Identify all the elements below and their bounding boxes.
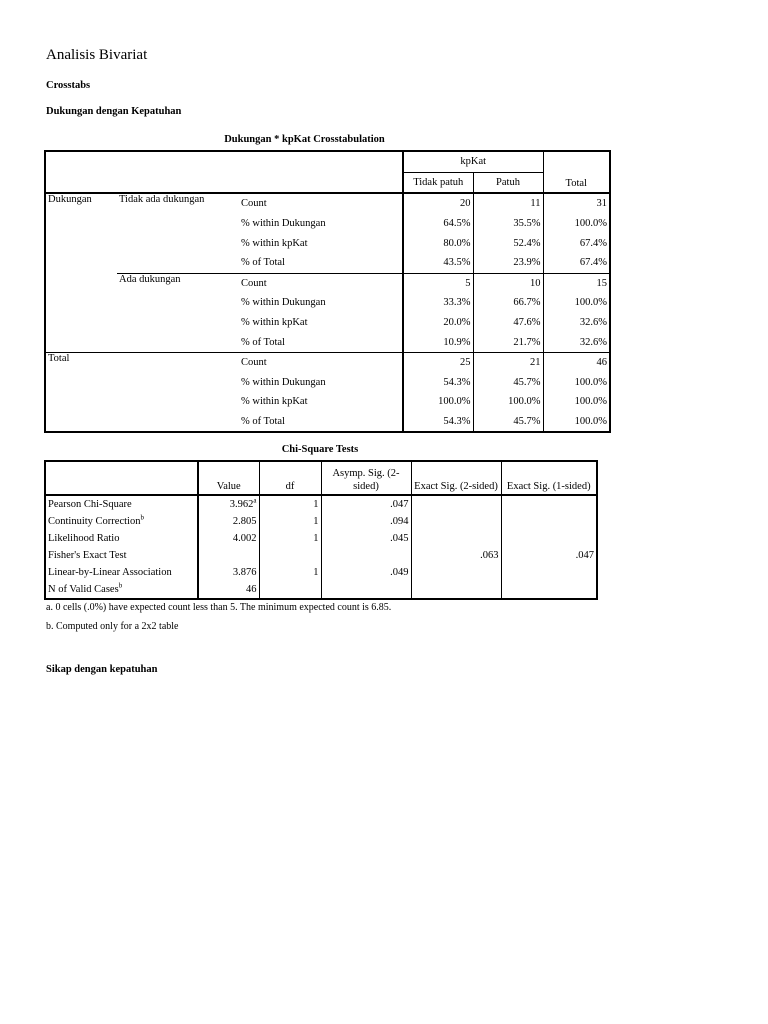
exact-sig-2-cell: [411, 495, 501, 513]
value-cell: 80.0%: [403, 233, 473, 253]
value-cell: 47.6%: [473, 313, 543, 333]
value-cell: 46: [543, 352, 610, 372]
crosstab-row: [45, 352, 610, 372]
total-col-header: Total: [543, 151, 610, 193]
chisq-row: [45, 581, 597, 599]
value-cell: 20: [403, 193, 473, 214]
df-cell: 1: [259, 530, 321, 547]
value-text: 46: [246, 584, 257, 595]
chisq-title: Chi-Square Tests: [281, 444, 359, 455]
value-cell: 21.7%: [473, 332, 543, 352]
chisq-row: [45, 513, 597, 530]
test-label: [45, 530, 198, 547]
exact-sig-2-cell: [411, 564, 501, 581]
value-cell: 32.6%: [543, 332, 610, 352]
chisq-header-df: df: [259, 461, 321, 495]
value-cell: 32.6%: [543, 313, 610, 333]
value-cell: 21: [473, 352, 543, 372]
chisq-header-asymp: Asymp. Sig. (2-sided): [321, 461, 411, 495]
value-cell: [198, 495, 259, 513]
asymp-sig-cell: .094: [321, 513, 411, 530]
asymp-sig-cell: [321, 547, 411, 564]
group-label: [117, 352, 239, 432]
exact-sig-1-cell: .047: [501, 547, 597, 564]
test-name: Fisher's Exact Test: [48, 550, 127, 561]
exact-sig-1-cell: [501, 495, 597, 513]
value-text: 3.962: [229, 499, 254, 510]
chisq-row: [45, 547, 597, 564]
value-cell: 33.3%: [403, 293, 473, 313]
crosstab-title: Dukungan * kpKat Crosstabulation: [224, 134, 385, 145]
test-name: Continuity Correction: [48, 516, 141, 527]
asymp-sig-cell: .049: [321, 564, 411, 581]
chisq-corner: [45, 461, 198, 495]
group-label: Ada dukungan: [117, 273, 239, 352]
value-cell: 100.0%: [473, 392, 543, 412]
value-cell: [198, 581, 259, 599]
df-cell: [259, 547, 321, 564]
test-label: [45, 581, 198, 599]
exact-sig-2-cell: [411, 530, 501, 547]
value-text: 3.876: [232, 567, 257, 578]
stat-label: % of Total: [241, 416, 285, 428]
value-cell: 45.7%: [473, 412, 543, 433]
test-label: [45, 564, 198, 581]
value-cell: 54.3%: [403, 373, 473, 393]
value-cell: 100.0%: [543, 293, 610, 313]
df-cell: 1: [259, 564, 321, 581]
value-cell: 10.9%: [403, 332, 473, 352]
crosstabs-heading: Crosstabs: [46, 80, 91, 91]
stat-label: % within kpKat: [241, 317, 308, 329]
df-cell: 1: [259, 495, 321, 513]
exact-sig-1-cell: [501, 564, 597, 581]
footnote-marker: b: [140, 513, 144, 522]
value-cell: 67.4%: [543, 233, 610, 253]
test-label: [45, 547, 198, 564]
chisq-table: [44, 460, 598, 600]
asymp-sig-cell: [321, 581, 411, 599]
value-cell: 100.0%: [543, 373, 610, 393]
test-label: [45, 495, 198, 513]
footnote-a: a. 0 cells (.0%) have expected count less than 5. The minimum expected count is 6.85.: [46, 602, 392, 613]
crosstab-corner: [45, 151, 403, 193]
value-cell: 43.5%: [403, 253, 473, 273]
value-cell: 45.7%: [473, 373, 543, 393]
stat-label: % within kpKat: [241, 396, 308, 408]
exact-sig-1-cell: [501, 530, 597, 547]
value-cell: 52.4%: [473, 233, 543, 253]
chisq-row: [45, 530, 597, 547]
value-cell: [198, 513, 259, 530]
value-cell: [198, 547, 259, 564]
chisq-header-row: [45, 461, 597, 495]
stat-label: % of Total: [239, 253, 403, 273]
test-name: Pearson Chi-Square: [48, 499, 132, 510]
col-group-header: kpKat: [403, 151, 543, 172]
chisq-body: [45, 495, 597, 599]
chisq-row: [45, 495, 597, 513]
asymp-sig-cell: .047: [321, 495, 411, 513]
crosstab-row: [45, 273, 610, 293]
col-header-patuh: Patuh: [473, 172, 543, 193]
value-cell: [198, 564, 259, 581]
test-name: N of Valid Cases: [48, 584, 119, 595]
value-cell: 11: [473, 193, 543, 214]
chisq-header-exact1: Exact Sig. (1-sided): [501, 461, 597, 495]
value-cell: 35.5%: [473, 214, 543, 234]
crosstab-table: [44, 150, 611, 433]
value-cell: 20.0%: [403, 313, 473, 333]
stat-label: Count: [239, 352, 403, 372]
document-title: Analisis Bivariat: [46, 47, 148, 63]
exact-sig-1-cell: [501, 581, 597, 599]
exact-sig-2-cell: [411, 513, 501, 530]
df-cell: [259, 581, 321, 599]
footnote-marker: a: [253, 496, 257, 505]
col-header-tidak-patuh: Tidak patuh: [403, 172, 473, 193]
value-cell: 67.4%: [543, 253, 610, 273]
chisq-row: [45, 564, 597, 581]
value-cell: 100.0%: [543, 412, 610, 433]
df-cell: 1: [259, 513, 321, 530]
footnote-b: b. Computed only for a 2x2 table: [46, 621, 179, 632]
value-cell: 25: [403, 352, 473, 372]
chisq-header-value: Value: [198, 461, 259, 495]
value-cell: 15: [543, 273, 610, 293]
value-cell: 31: [543, 193, 610, 214]
group-label: Tidak ada dukungan: [117, 193, 239, 273]
value-cell: 10: [473, 273, 543, 293]
crosstab-body: [45, 193, 610, 432]
exact-sig-1-cell: [501, 513, 597, 530]
stat-label: % within Dukungan: [241, 376, 326, 388]
value-cell: 54.3%: [403, 412, 473, 433]
value-cell: 100.0%: [403, 392, 473, 412]
stat-label: % within Dukungan: [241, 218, 326, 230]
crosstab-row: [45, 193, 610, 214]
value-cell: [198, 530, 259, 547]
test-name: Likelihood Ratio: [48, 533, 120, 544]
value-text: 2.805: [232, 516, 257, 527]
stat-label: % of Total: [239, 332, 403, 352]
subsection-heading: Dukungan dengan Kepatuhan: [46, 106, 182, 117]
row-var-label: Dukungan: [48, 194, 92, 206]
stat-label: Count: [241, 198, 267, 210]
test-label: [45, 513, 198, 530]
footnote-marker: b: [118, 581, 123, 590]
value-cell: 64.5%: [403, 214, 473, 234]
asymp-sig-cell: .045: [321, 530, 411, 547]
value-cell: 5: [403, 273, 473, 293]
test-name: Linear-by-Linear Association: [48, 567, 172, 578]
total-row-label: Total: [45, 352, 117, 432]
stat-label: % within kpKat: [241, 237, 308, 249]
exact-sig-2-cell: .063: [411, 547, 501, 564]
value-text: 4.002: [232, 533, 257, 544]
value-cell: 100.0%: [543, 392, 610, 412]
next-subsection-heading: Sikap dengan kepatuhan: [46, 664, 158, 675]
value-cell: 23.9%: [473, 253, 543, 273]
chisq-header-exact2: Exact Sig. (2-sided): [411, 461, 501, 495]
value-cell: 100.0%: [543, 214, 610, 234]
value-cell: 66.7%: [473, 293, 543, 313]
exact-sig-2-cell: [411, 581, 501, 599]
crosstab-header-row: [45, 151, 610, 172]
row-var-cell: [45, 273, 117, 352]
stat-label: % within Dukungan: [241, 297, 326, 309]
stat-label: Count: [241, 277, 267, 289]
